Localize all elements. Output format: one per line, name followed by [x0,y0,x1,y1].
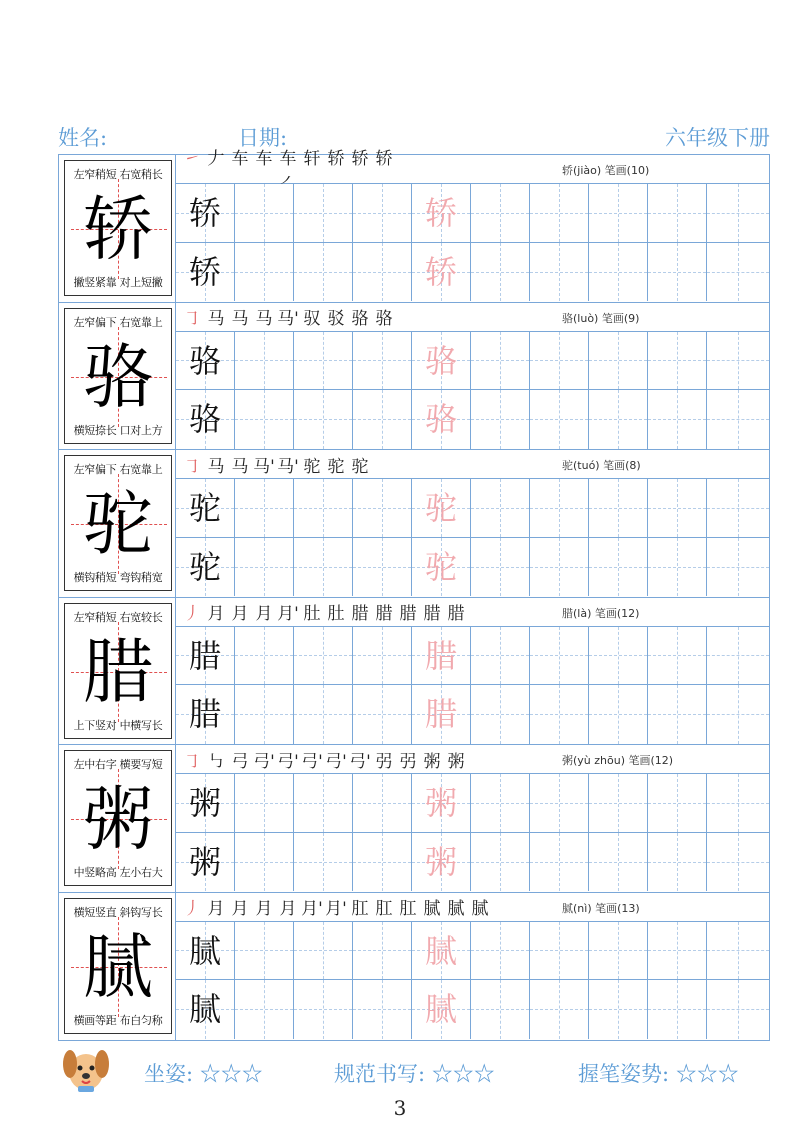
trace-cell [412,685,471,744]
trace-character: 腻 [424,990,457,1028]
blank-cell[interactable] [589,685,648,744]
tip-top: 左中右字 横要写短 [73,758,163,771]
blank-cell[interactable] [707,627,769,685]
blank-cell[interactable] [471,243,530,302]
trace-character: 骆 [424,341,457,380]
footer [58,1038,770,1094]
blank-cell[interactable] [530,538,589,597]
writing-rating: 规范书写: ☆☆☆ [334,1062,495,1086]
blank-cell[interactable] [707,390,769,449]
stroke-step: 月 [231,604,249,624]
sample-cell [176,833,235,892]
practice-row [59,450,769,598]
stroke-step: 粥 [423,751,441,772]
blank-cell[interactable] [471,627,530,685]
stroke-step: 丿 [183,899,201,919]
practice-row [59,149,769,303]
stroke-step: ㇆ [183,456,201,477]
tip-bottom: 横短捺长 口对上方 [73,423,163,437]
practice-area [176,893,769,1041]
sample-character: 粥 [188,784,221,822]
blank-cell[interactable] [353,184,412,242]
writing-grid-row [176,538,769,597]
stroke-step: 弓' [349,751,371,772]
sample-character: 腻 [188,990,221,1028]
blank-cell[interactable] [471,332,530,390]
stroke-step: 马 [207,309,225,329]
blank-cell[interactable] [707,980,769,1039]
stroke-step: ㇆ [183,751,201,772]
stroke-step: 月 [207,899,225,919]
sample-character: 腊 [188,695,221,733]
model-card [64,455,172,591]
stroke-step: 月 [207,604,225,624]
stroke-step: 腊 [351,604,369,624]
model-card [64,160,172,296]
blank-cell[interactable] [235,332,294,390]
trace-cell [412,980,471,1039]
model-character: 驼 [83,483,153,565]
model-card [64,898,172,1034]
stroke-step: 驼 [327,456,345,477]
blank-cell[interactable] [235,479,294,537]
stroke-step: 轿 [327,149,345,169]
blank-cell[interactable] [294,479,353,537]
model-column [59,303,176,450]
tip-top: 左窄稍短 右宽稍长 [73,168,163,181]
stroke-step: 马' [277,309,299,329]
sample-cell [176,390,235,449]
trace-character: 粥 [424,784,457,822]
stroke-step: 驭 [303,309,321,329]
model-column [59,893,176,1041]
blank-cell[interactable] [471,922,530,980]
trace-cell [412,243,471,302]
stroke-step: 车 [231,149,249,169]
blank-cell[interactable] [471,774,530,832]
trace-character: 腊 [424,695,457,733]
page-number: 3 [393,1096,407,1120]
stroke-step: 腊 [399,604,417,624]
blank-cell[interactable] [589,627,648,685]
stroke-sequence [176,894,492,919]
blank-cell[interactable] [589,479,648,537]
blank-cell[interactable] [707,774,769,832]
stroke-step: 弓 [231,751,249,772]
stroke-sequence [176,747,468,772]
model-card [64,308,172,444]
trace-cell [412,922,471,980]
blank-cell[interactable] [589,774,648,832]
puppy-mascot-icon [58,1038,114,1094]
blank-cell[interactable] [530,833,589,892]
writing-grid-row [176,922,769,981]
practice-area [176,598,769,745]
sample-cell [176,243,235,302]
practice-sheet [58,149,770,1041]
trace-cell [412,390,471,449]
sample-character: 骆 [188,341,221,380]
sample-character: 驼 [188,547,221,586]
sample-cell [176,774,235,832]
tip-top: 横短竖直 斜钩写长 [73,905,163,919]
blank-cell[interactable] [589,184,648,242]
blank-cell[interactable] [648,774,707,832]
blank-cell[interactable] [294,922,353,980]
blank-cell[interactable] [648,922,707,980]
stroke-step: 驼 [351,456,369,477]
blank-cell[interactable] [471,685,530,744]
stroke-step: 腊 [423,604,441,624]
blank-cell[interactable] [530,332,589,390]
stroke-step: 𠂇 [207,149,225,169]
stroke-step: 月 [255,899,273,919]
blank-cell[interactable] [294,332,353,390]
stroke-step: 车㇒ [279,149,297,194]
stroke-sequence [176,304,396,329]
stroke-step: 月' [301,899,323,919]
model-character: 骆 [83,335,153,418]
writing-grid-row [176,479,769,538]
blank-cell[interactable] [294,243,353,302]
practice-area [176,149,769,302]
tip-bottom: 上下竖对 中横写长 [73,718,163,732]
blank-cell[interactable] [707,833,769,892]
blank-cell[interactable] [235,243,294,302]
sample-cell [176,184,235,242]
blank-cell[interactable] [707,332,769,390]
tip-bottom: 中竖略高 左小右大 [73,866,163,879]
stroke-step: 轩 [303,149,321,169]
blank-cell[interactable] [648,980,707,1039]
practice-row [59,303,769,451]
writing-grid-row [176,685,769,744]
tip-bottom: 撇竖紧靠 对上短撇 [73,276,163,289]
blank-cell[interactable] [530,479,589,537]
character-info: 腊(là) 笔画(12) [562,606,640,620]
blank-cell[interactable] [530,184,589,242]
sample-cell [176,627,235,685]
sample-character: 轿 [188,194,221,232]
blank-cell[interactable] [589,390,648,449]
blank-cell[interactable] [471,980,530,1039]
stroke-step: 腻 [471,899,489,919]
tip-top: 左窄稍短 右宽较长 [73,610,163,624]
sample-character: 驼 [188,489,221,527]
stroke-order-row [176,303,769,332]
blank-cell[interactable] [707,479,769,537]
stroke-step: 月 [255,604,273,624]
stroke-step: 马' [253,456,275,477]
blank-cell[interactable] [589,980,648,1039]
stroke-sequence [176,599,468,624]
writing-grid-row [176,980,769,1039]
model-card [64,603,172,739]
stroke-step: 骆 [351,309,369,329]
blank-cell[interactable] [235,390,294,449]
blank-cell[interactable] [648,332,707,390]
trace-cell [412,479,471,537]
blank-cell[interactable] [235,833,294,892]
trace-cell [412,184,471,242]
trace-character: 轿 [424,252,457,291]
sample-character: 骆 [188,400,221,438]
stroke-step: 腻 [423,899,441,919]
stroke-step: 弓' [277,751,299,772]
character-info: 驼(tuó) 笔画(8) [562,459,641,472]
blank-cell[interactable] [589,538,648,597]
stroke-order-row [176,450,769,479]
writing-grid-row [176,184,769,243]
blank-cell[interactable] [471,390,530,449]
trace-cell [412,627,471,685]
stroke-step: 弜 [375,751,393,772]
blank-cell[interactable] [648,479,707,537]
model-character: 腊 [83,630,153,713]
sheet-header [58,122,770,152]
stroke-step: 月 [231,899,249,919]
blank-cell[interactable] [530,980,589,1039]
blank-cell[interactable] [235,685,294,744]
blank-cell[interactable] [235,184,294,242]
sample-character: 腊 [188,636,221,675]
blank-cell[interactable] [530,774,589,832]
trace-character: 驼 [424,489,457,527]
trace-cell [412,538,471,597]
sample-cell [176,538,235,597]
stroke-order-row [176,598,769,627]
name-label: 姓名: [58,126,108,150]
stroke-step: 肛 [399,899,417,919]
blank-cell[interactable] [707,538,769,597]
tip-bottom: 横钩稍短 弯钩稍宽 [73,571,163,584]
stroke-order-row [176,745,769,774]
sample-cell [176,685,235,744]
writing-grid-row [176,332,769,391]
blank-cell[interactable] [235,538,294,597]
stroke-step: 驳 [327,309,345,329]
practice-area [176,450,769,597]
stroke-order-row [176,893,769,922]
blank-cell[interactable] [353,243,412,302]
stroke-step: 腻 [447,899,465,919]
blank-cell[interactable] [530,922,589,980]
stroke-step: ㇀ [183,149,201,169]
trace-character: 腊 [424,636,457,675]
sample-cell [176,332,235,390]
blank-cell[interactable] [353,774,412,832]
stroke-step: ㇆ [183,309,201,329]
stroke-step: 月' [277,604,299,624]
stroke-step: 月' [325,899,347,919]
stroke-step: 丿 [183,604,201,624]
character-info: 骆(luò) 笔画(9) [562,311,640,325]
date-label: 日期: [238,126,288,150]
tip-top: 左窄偏下 右宽靠上 [73,463,163,476]
blank-cell[interactable] [235,627,294,685]
practice-area [176,745,769,892]
stroke-step: 肛 [351,899,369,919]
blank-cell[interactable] [353,685,412,744]
character-info: 腻(nì) 笔画(13) [562,901,640,915]
blank-cell[interactable] [707,922,769,980]
stroke-step: 马' [277,456,299,477]
stroke-step: 马 [207,456,225,477]
blank-cell[interactable] [235,922,294,980]
stroke-step: 弓' [301,751,323,772]
stroke-step: 弜 [399,751,417,772]
blank-cell[interactable] [353,627,412,685]
stroke-step: 腊 [447,604,465,624]
stroke-step: 月 [279,899,297,919]
trace-character: 轿 [424,194,457,232]
blank-cell[interactable] [471,479,530,537]
blank-cell[interactable] [530,390,589,449]
stroke-step: 腊 [375,604,393,624]
blank-cell[interactable] [707,243,769,302]
character-info: 轿(jiào) 笔画(10) [562,164,650,177]
stroke-step: 弓' [325,751,347,772]
writing-grid-row [176,627,769,686]
practice-row [59,745,769,893]
stroke-step: 肛 [375,899,393,919]
blank-cell[interactable] [648,243,707,302]
stroke-step: 弓' [253,751,275,772]
sample-character: 腻 [188,931,221,970]
stroke-step: 马 [255,309,273,329]
blank-cell[interactable] [648,390,707,449]
blank-cell[interactable] [294,833,353,892]
sample-cell [176,922,235,980]
trace-cell [412,833,471,892]
practice-area [176,303,769,450]
blank-cell[interactable] [648,833,707,892]
blank-cell[interactable] [471,184,530,242]
model-card [64,750,172,886]
writing-grid-row [176,833,769,892]
practice-row [59,598,769,746]
blank-cell[interactable] [235,774,294,832]
sample-cell [176,980,235,1039]
blank-cell[interactable] [353,479,412,537]
blank-cell[interactable] [353,980,412,1039]
trace-cell [412,774,471,832]
model-character: 轿 [83,188,153,270]
blank-cell[interactable] [294,774,353,832]
stroke-step: 骆 [375,309,393,329]
stroke-step: 马 [231,309,249,329]
blank-cell[interactable] [294,627,353,685]
blank-cell[interactable] [353,833,412,892]
sample-cell [176,479,235,537]
blank-cell[interactable] [471,833,530,892]
writing-grid-row [176,390,769,449]
model-character: 粥 [83,778,153,860]
blank-cell[interactable] [294,390,353,449]
blank-cell[interactable] [353,390,412,449]
tip-top: 左窄偏下 右宽靠上 [73,315,163,329]
stroke-step: 车 [255,149,273,169]
blank-cell[interactable] [648,184,707,242]
model-character: 腻 [83,925,153,1008]
blank-cell[interactable] [294,184,353,242]
model-column [59,450,176,597]
trace-character: 粥 [424,842,457,881]
character-info: 粥(yù zhōu) 笔画(12) [562,754,674,767]
blank-cell[interactable] [589,922,648,980]
posture-rating: 坐姿: ☆☆☆ [144,1062,263,1086]
blank-cell[interactable] [294,980,353,1039]
blank-cell[interactable] [589,833,648,892]
stroke-step: 轿 [351,149,369,169]
blank-cell[interactable] [589,332,648,390]
sample-character: 轿 [188,252,221,291]
blank-cell[interactable] [648,685,707,744]
model-column [59,155,176,302]
blank-cell[interactable] [530,627,589,685]
grip-rating: 握笔姿势: ☆☆☆ [578,1062,739,1086]
stroke-step: 肚 [303,604,321,624]
sample-character: 粥 [188,842,221,881]
stroke-order-row [176,149,769,194]
blank-cell[interactable] [294,538,353,597]
grade-label: 六年级下册 [665,126,770,150]
blank-cell[interactable] [530,243,589,302]
blank-cell[interactable] [530,685,589,744]
blank-cell[interactable] [707,184,769,242]
stroke-step: ㇉ [207,751,225,772]
trace-character: 驼 [424,547,457,586]
tip-bottom: 横画等距 布白匀称 [73,1013,163,1027]
stroke-step: 轿 [375,149,393,169]
writing-grid-row [176,243,769,302]
blank-cell[interactable] [707,685,769,744]
blank-cell[interactable] [648,538,707,597]
blank-cell[interactable] [294,685,353,744]
blank-cell[interactable] [353,332,412,390]
blank-cell[interactable] [648,627,707,685]
stroke-step: 马 [231,456,249,477]
blank-cell[interactable] [235,980,294,1039]
stroke-sequence [176,452,372,477]
model-column [59,598,176,745]
stroke-step: 驼 [303,456,321,477]
stroke-step: 粥 [447,751,465,772]
trace-character: 骆 [424,400,457,438]
blank-cell[interactable] [353,922,412,980]
trace-character: 腻 [424,931,457,970]
practice-row [59,893,769,1041]
model-column [59,745,176,892]
blank-cell[interactable] [353,538,412,597]
stroke-step: 肚 [327,604,345,624]
blank-cell[interactable] [589,243,648,302]
trace-cell [412,332,471,390]
writing-grid-row [176,774,769,833]
blank-cell[interactable] [471,538,530,597]
